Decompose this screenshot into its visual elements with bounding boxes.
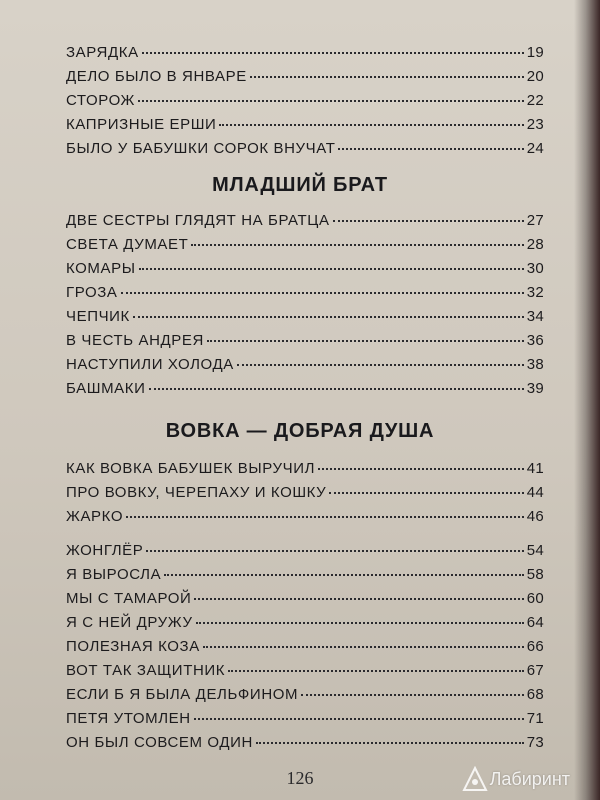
section-heading-vovka: ВОВКА — ДОБРАЯ ДУША (165, 420, 435, 442)
toc-entry-title: В ЧЕСТЬ АНДРЕЯ (66, 332, 204, 349)
toc-entry-title: ПРО ВОВКУ, ЧЕРЕПАХУ И КОШКУ (66, 484, 327, 501)
toc-entry-page: 22 (526, 92, 544, 109)
toc-entry (66, 308, 544, 332)
toc-entry-title: Я ВЫРОСЛА (66, 566, 162, 583)
toc-entry-page: 60 (526, 590, 544, 607)
toc-entry-page: 24 (526, 140, 544, 157)
dot-leader (139, 268, 524, 270)
toc-entry-title: КОМАРЫ (66, 260, 136, 277)
dot-leader (333, 220, 524, 222)
toc-entry-title: ЖАРКО (66, 508, 124, 525)
dot-leader (203, 646, 524, 648)
toc-entry (66, 92, 544, 116)
toc-entry (66, 614, 544, 638)
toc-entry (66, 284, 544, 308)
toc-entry-page: 28 (526, 236, 544, 253)
dot-leader (250, 76, 524, 78)
toc-entry-page: 46 (526, 508, 544, 525)
toc-entry-title: МЫ С ТАМАРОЙ (66, 590, 192, 607)
toc-entry-title: ЗАРЯДКА (66, 44, 139, 61)
dot-leader (207, 340, 524, 342)
toc-entry-title: ДЕЛО БЫЛО В ЯНВАРЕ (66, 68, 247, 85)
dot-leader (191, 244, 523, 246)
toc-entry-title: СТОРОЖ (66, 92, 135, 109)
dot-leader (138, 100, 524, 102)
toc-block-4 (66, 542, 544, 758)
dot-leader (219, 124, 523, 126)
toc-entry-page: 64 (526, 614, 544, 631)
toc-entry-page: 19 (526, 44, 544, 61)
page-number: 126 (286, 768, 314, 788)
toc-entry-title: ПЕТЯ УТОМЛЕН (66, 710, 191, 727)
toc-entry (66, 460, 544, 484)
toc-entry-page: 38 (526, 356, 544, 373)
toc-entry-page: 67 (526, 662, 544, 679)
toc-entry (66, 236, 544, 260)
toc-entry-page: 58 (526, 566, 544, 583)
dot-leader (228, 670, 524, 672)
dot-leader (149, 388, 524, 390)
dot-leader (338, 148, 523, 150)
toc-entry-page: 39 (526, 380, 544, 397)
toc-entry-page: 73 (526, 734, 544, 751)
toc-entry (66, 484, 544, 508)
toc-entry (66, 686, 544, 710)
dot-leader (142, 52, 524, 54)
dot-leader (256, 742, 524, 744)
toc-entry-title: ПОЛЕЗНАЯ КОЗА (66, 638, 200, 655)
toc-entry-page: 30 (526, 260, 544, 277)
section-heading-younger-brother: МЛАДШИЙ БРАТ (212, 174, 388, 196)
toc-entry-page: 71 (526, 710, 544, 727)
toc-entry-title: ОН БЫЛ СОВСЕМ ОДИН (66, 734, 253, 751)
toc-entry (66, 662, 544, 686)
dot-leader (237, 364, 524, 366)
toc-entry (66, 734, 544, 758)
toc-entry (66, 140, 544, 164)
labirint-watermark (462, 766, 570, 792)
dot-leader (318, 468, 524, 470)
dot-leader (196, 622, 524, 624)
toc-entry-page: 32 (526, 284, 544, 301)
toc-entry-title: ЧЕПЧИК (66, 308, 130, 325)
toc-entry (66, 116, 544, 140)
toc-entry-title: ЕСЛИ Б Я БЫЛА ДЕЛЬФИНОМ (66, 686, 299, 703)
toc-entry-page: 27 (526, 212, 544, 229)
toc-entry-title: БЫЛО У БАБУШКИ СОРОК ВНУЧАТ (66, 140, 336, 157)
toc-entry-title: ДВЕ СЕСТРЫ ГЛЯДЯТ НА БРАТЦА (66, 212, 330, 229)
toc-entry (66, 638, 544, 662)
labirint-logo-icon (462, 766, 488, 792)
toc-entry-page: 23 (526, 116, 544, 133)
toc-entry (66, 542, 544, 566)
toc-entry (66, 710, 544, 734)
toc-entry-title: КАПРИЗНЫЕ ЕРШИ (66, 116, 217, 133)
dot-leader (133, 316, 524, 318)
dot-leader (121, 292, 524, 294)
toc-entry-page: 66 (526, 638, 544, 655)
toc-entry (66, 590, 544, 614)
toc-entry-page: 54 (526, 542, 544, 559)
toc-entry-page: 68 (526, 686, 544, 703)
toc-entry (66, 380, 544, 404)
dot-leader (301, 694, 524, 696)
toc-block-3 (66, 460, 544, 532)
book-spine-shadow (574, 0, 600, 800)
toc-entry-title: БАШМАКИ (66, 380, 146, 397)
toc-entry-title: НАСТУПИЛИ ХОЛОДА (66, 356, 234, 373)
toc-entry-title: СВЕТА ДУМАЕТ (66, 236, 189, 253)
toc-entry (66, 508, 544, 532)
toc-entry-title: ЖОНГЛЁР (66, 542, 144, 559)
dot-leader (329, 492, 523, 494)
toc-entry (66, 332, 544, 356)
toc-entry (66, 44, 544, 68)
toc-entry-page: 34 (526, 308, 544, 325)
toc-entry (66, 212, 544, 236)
toc-entry (66, 68, 544, 92)
toc-entry (66, 260, 544, 284)
dot-leader (194, 598, 523, 600)
watermark-text: Лабиринт (489, 768, 570, 789)
toc-entry-page: 44 (526, 484, 544, 501)
toc-entry-page: 20 (526, 68, 544, 85)
toc-block-1 (66, 44, 544, 164)
toc-entry-title: Я С НЕЙ ДРУЖУ (66, 614, 193, 631)
toc-entry-title: ВОТ ТАК ЗАЩИТНИК (66, 662, 226, 679)
dot-leader (146, 550, 523, 552)
toc-entry-title: ГРОЗА (66, 284, 118, 301)
dot-leader (126, 516, 524, 518)
toc-entry-page: 41 (526, 460, 544, 477)
toc-entry-page: 36 (526, 332, 544, 349)
toc-entry (66, 356, 544, 380)
dot-leader (164, 574, 523, 576)
dot-leader (194, 718, 524, 720)
toc-block-2 (66, 212, 544, 404)
toc-entry-title: КАК ВОВКА БАБУШЕК ВЫРУЧИЛ (66, 460, 316, 477)
toc-entry (66, 566, 544, 590)
